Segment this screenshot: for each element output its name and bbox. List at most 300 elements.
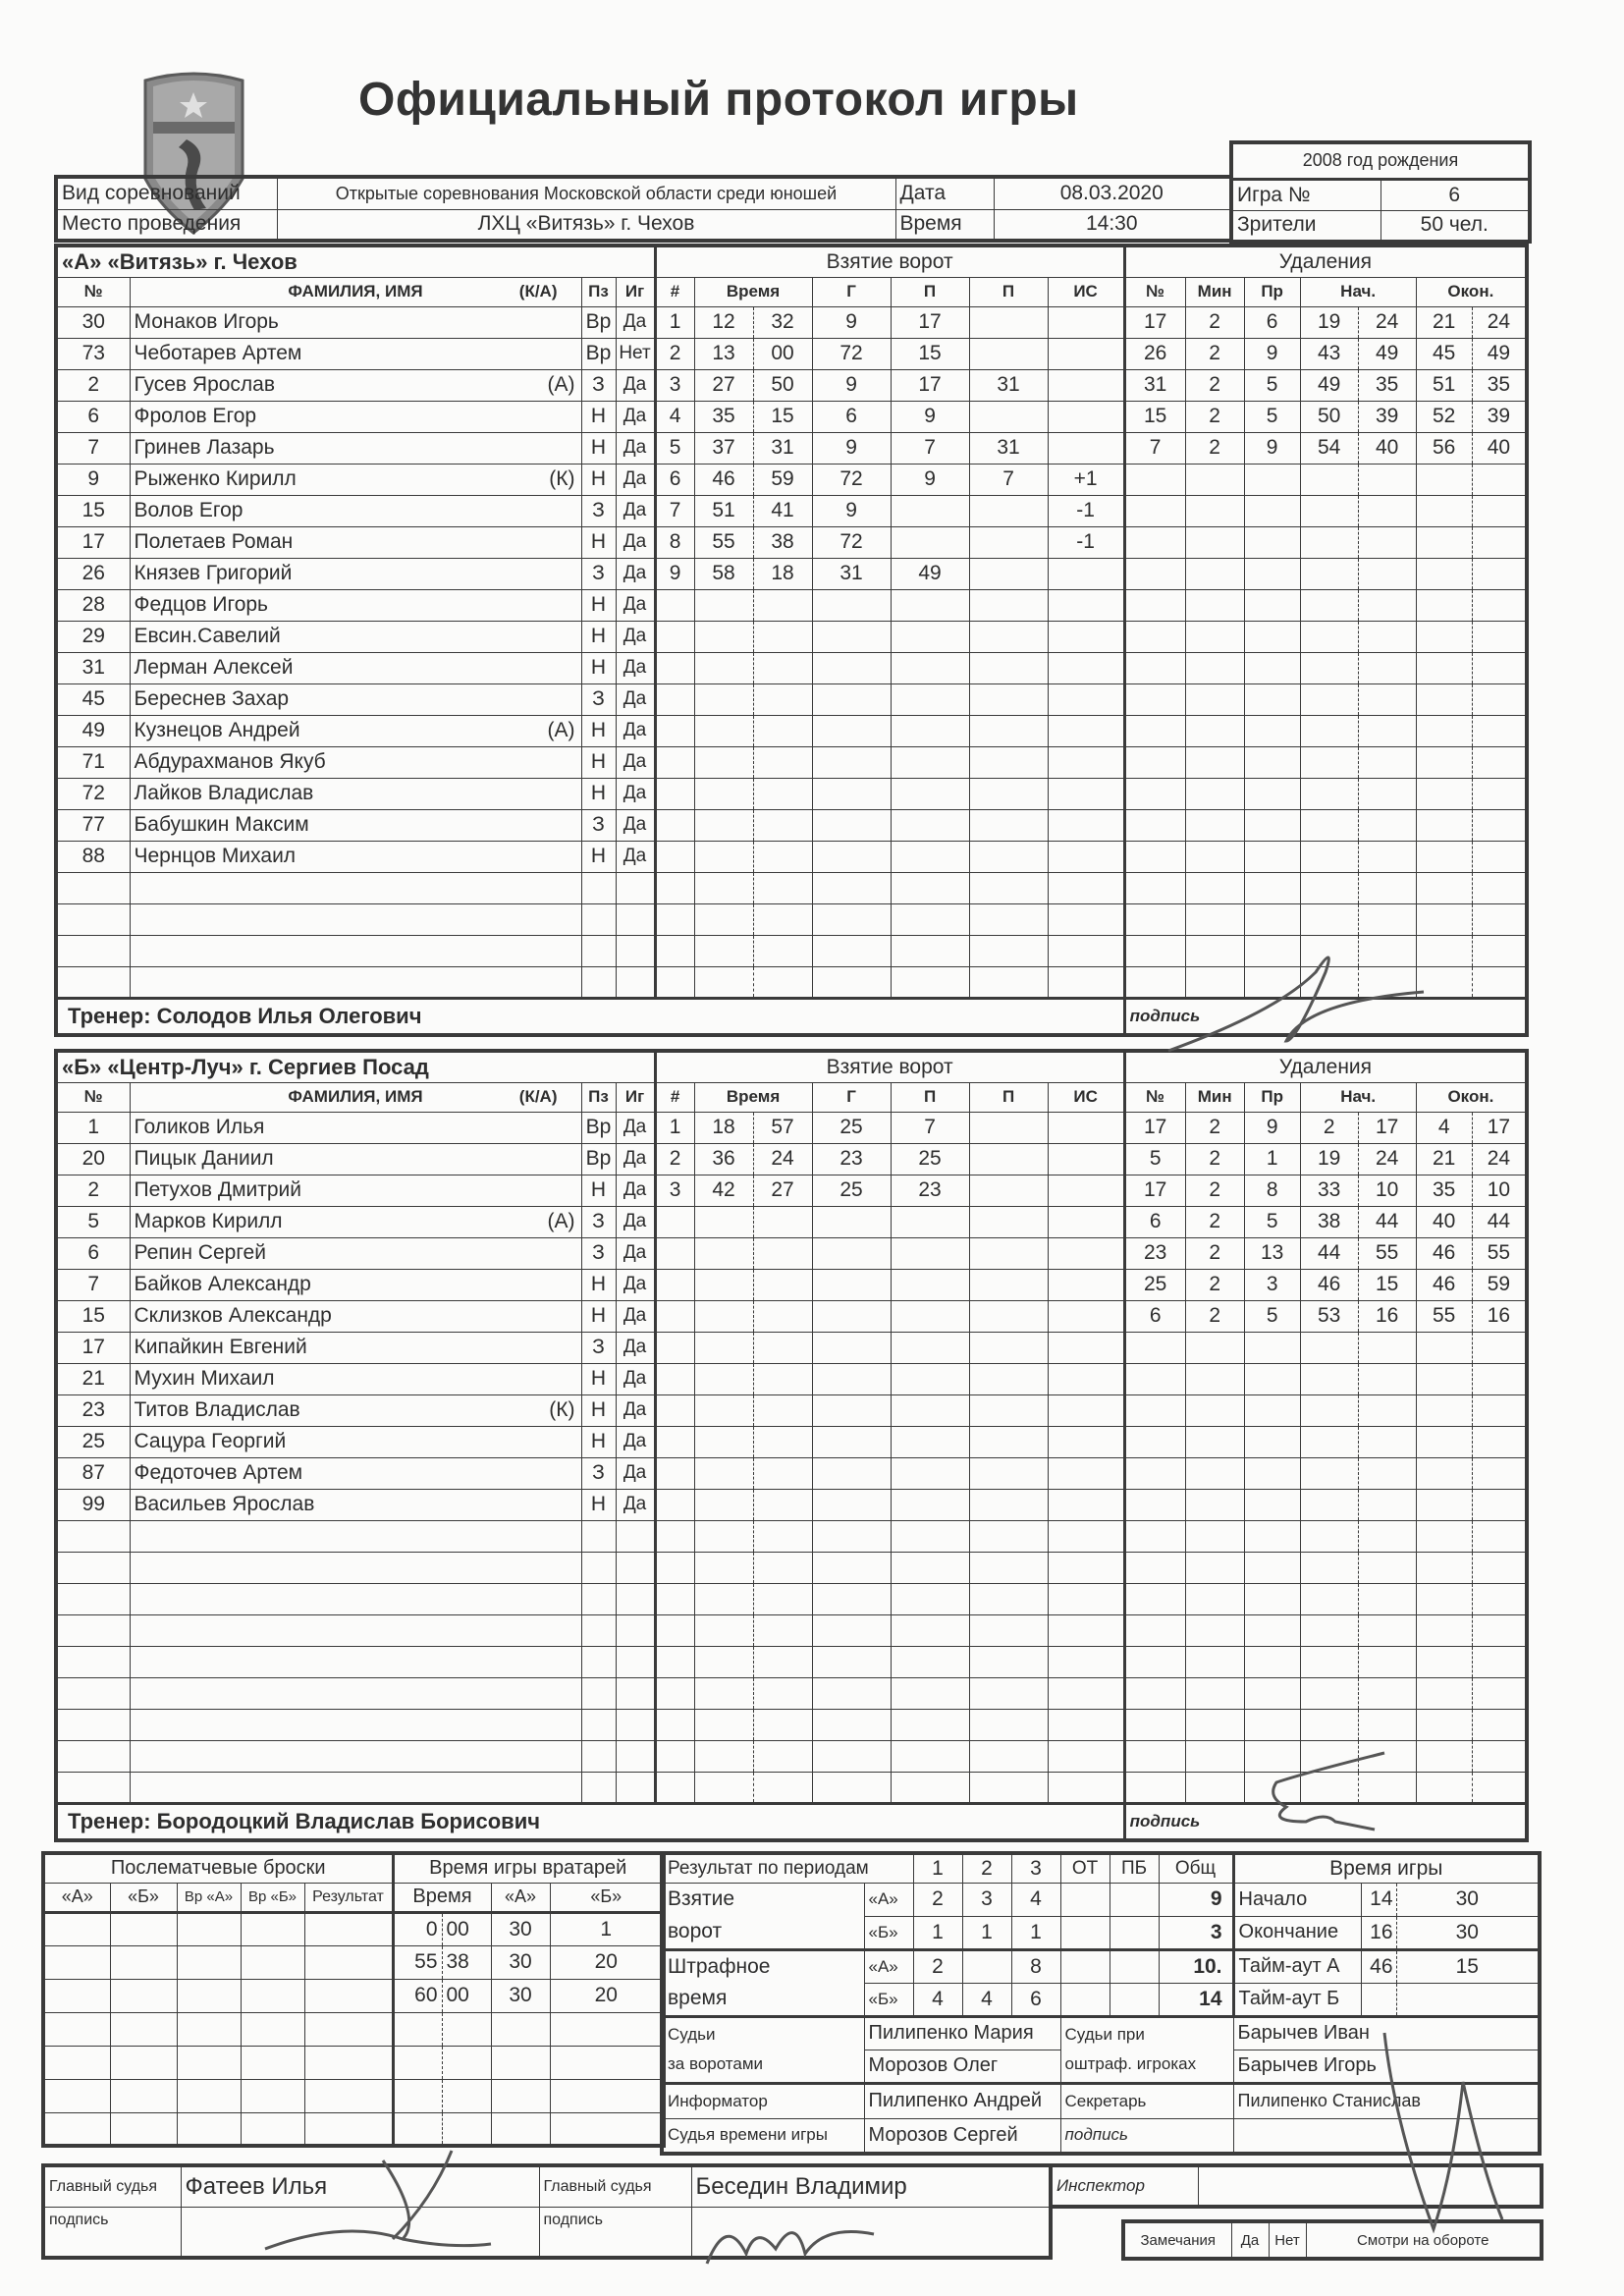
goal-assist-1 — [891, 1520, 969, 1552]
goal-situation — [1048, 1489, 1124, 1520]
shootout-result — [304, 2046, 393, 2079]
goal-minute — [694, 1489, 753, 1520]
goal-scorer: 9 — [812, 306, 891, 338]
goals-title: Взятие ворот — [655, 1051, 1124, 1082]
player-name: Васильев Ярослав — [130, 1489, 527, 1520]
goal-second — [753, 841, 812, 872]
shootout-a — [43, 1912, 110, 1945]
referee-signature-field-2[interactable] — [691, 2207, 1051, 2258]
goal-minute — [694, 1520, 753, 1552]
player-position: Н — [581, 526, 616, 558]
penalty-end-minute: 40 — [1416, 1206, 1472, 1237]
player-captain-mark — [527, 1300, 581, 1332]
period-row-label: Штрафное — [662, 1949, 864, 1983]
penalty-judge-a: Барычев Иван — [1233, 2016, 1540, 2050]
penalty-end-minute — [1416, 778, 1472, 809]
period-value: 6 — [1011, 1983, 1060, 2016]
goal-assist-1 — [891, 872, 969, 903]
goal-second — [753, 1237, 812, 1269]
player-number: 23 — [56, 1394, 130, 1426]
penalty-start-minute — [1300, 1677, 1358, 1709]
player-plays: Нет — [616, 338, 655, 369]
goalie-row — [43, 1912, 664, 1945]
player-name — [130, 1772, 527, 1803]
goal-assist-1 — [891, 1394, 969, 1426]
goal-number — [655, 746, 694, 778]
referee-signature-field-1[interactable] — [181, 2207, 539, 2258]
penalty-end-minute — [1416, 1394, 1472, 1426]
secretary-label: Секретарь — [1060, 2083, 1233, 2118]
shootout-col-result: Результат — [304, 1883, 393, 1912]
shootout-goalie-b — [241, 2112, 304, 2146]
player-captain-mark — [527, 338, 581, 369]
penalty-minutes — [1185, 464, 1244, 495]
goal-assist-1 — [891, 1457, 969, 1489]
player-plays: Да — [616, 1394, 655, 1426]
goal-situation — [1048, 715, 1124, 746]
goal-scorer — [812, 1772, 891, 1803]
table-row — [56, 935, 1527, 966]
penalty-start-second — [1358, 809, 1416, 841]
player-position: Н — [581, 1394, 616, 1426]
player-captain-mark — [527, 401, 581, 432]
penalty-end-minute — [1416, 1552, 1472, 1583]
goal-number — [655, 1583, 694, 1614]
penalty-end-second — [1472, 1709, 1527, 1740]
penalty-start-second — [1358, 464, 1416, 495]
player-number — [56, 872, 130, 903]
goal-scorer: 25 — [812, 1112, 891, 1143]
table-row — [56, 872, 1527, 903]
penalty-end-minute — [1416, 558, 1472, 589]
penalty-end-second — [1472, 464, 1527, 495]
goalie-time-second: 00 — [442, 1912, 491, 1945]
remarks-no[interactable]: Нет — [1269, 2221, 1306, 2259]
penalty-reason: 5 — [1244, 369, 1300, 401]
goal-minute: 35 — [694, 401, 753, 432]
shootout-a — [43, 2046, 110, 2079]
penalty-end-minute — [1416, 1520, 1472, 1552]
goal-assist-2 — [969, 1394, 1048, 1426]
goal-situation — [1048, 652, 1124, 683]
penalty-minutes — [1185, 872, 1244, 903]
penalty-reason — [1244, 1614, 1300, 1646]
venue-label: Место проведения — [56, 209, 277, 241]
goal-situation — [1048, 1709, 1124, 1740]
penalty-end-second — [1472, 746, 1527, 778]
remarks-yes[interactable]: Да — [1231, 2221, 1269, 2259]
player-position: Н — [581, 1300, 616, 1332]
table-row — [56, 1332, 1527, 1363]
penalty-minutes — [1185, 1394, 1244, 1426]
goal-situation — [1048, 1457, 1124, 1489]
officials-signature-field[interactable] — [1233, 2118, 1540, 2154]
goal-assist-2 — [969, 306, 1048, 338]
goal-second — [753, 1363, 812, 1394]
goal-minute — [694, 1363, 753, 1394]
period-row — [662, 1883, 1540, 1916]
penalty-end-second — [1472, 872, 1527, 903]
col-number: № — [56, 277, 130, 306]
penalty-player — [1124, 1457, 1185, 1489]
penalty-reason: 9 — [1244, 1112, 1300, 1143]
goal-scorer: 9 — [812, 495, 891, 526]
penalty-end-second: 40 — [1472, 432, 1527, 464]
player-number: 2 — [56, 1175, 130, 1206]
goal-minute: 51 — [694, 495, 753, 526]
shootout-result — [304, 1979, 393, 2012]
goal-assist-2 — [969, 872, 1048, 903]
goal-number — [655, 1300, 694, 1332]
team-a-section — [54, 244, 1525, 1037]
player-number: 29 — [56, 621, 130, 652]
goal-scorer — [812, 1520, 891, 1552]
player-name: Чеботарев Артем — [130, 338, 527, 369]
remarks-table — [1121, 2219, 1543, 2261]
goal-situation — [1048, 1237, 1124, 1269]
referees-table — [41, 2163, 1053, 2260]
table-row — [56, 1237, 1527, 1269]
inspector-field[interactable] — [1198, 2165, 1542, 2207]
penalty-minutes: 2 — [1185, 369, 1244, 401]
player-name: Голиков Илья — [130, 1112, 527, 1143]
penalty-minutes: 2 — [1185, 1237, 1244, 1269]
player-captain-mark — [527, 1520, 581, 1552]
player-name — [130, 1583, 527, 1614]
goal-assist-2 — [969, 401, 1048, 432]
goal-number: 7 — [655, 495, 694, 526]
goal-assist-2 — [969, 526, 1048, 558]
goal-assist-2 — [969, 935, 1048, 966]
col-goal-scorer: Г — [812, 277, 891, 306]
penalty-start-minute — [1300, 558, 1358, 589]
penalty-reason — [1244, 1583, 1300, 1614]
player-captain-mark — [527, 1583, 581, 1614]
goal-scorer — [812, 746, 891, 778]
penalty-reason: 6 — [1244, 306, 1300, 338]
player-captain-mark — [527, 495, 581, 526]
penalty-start-second — [1358, 778, 1416, 809]
penalty-start-minute — [1300, 1363, 1358, 1394]
penalty-reason — [1244, 1677, 1300, 1709]
penalty-minutes — [1185, 621, 1244, 652]
col-plays: Иг — [616, 277, 655, 306]
penalty-player: 6 — [1124, 1206, 1185, 1237]
period-row-team: «Б» — [864, 1916, 913, 1949]
goal-second — [753, 1614, 812, 1646]
penalty-player — [1124, 589, 1185, 621]
player-position: З — [581, 1457, 616, 1489]
penalty-start-second — [1358, 1332, 1416, 1363]
penalty-player — [1124, 1363, 1185, 1394]
goal-assist-2 — [969, 1237, 1048, 1269]
penalty-start-second — [1358, 935, 1416, 966]
penalty-start-minute — [1300, 872, 1358, 903]
player-captain-mark — [527, 903, 581, 935]
goal-situation — [1048, 1112, 1124, 1143]
col-penalty-start: Нач. — [1300, 277, 1416, 306]
game-time-second: 15 — [1396, 1949, 1540, 1983]
penalty-start-second — [1358, 903, 1416, 935]
penalty-minutes — [1185, 1614, 1244, 1646]
penalty-player: 6 — [1124, 1300, 1185, 1332]
player-plays: Да — [616, 1175, 655, 1206]
table-row — [56, 652, 1527, 683]
period-value: 2 — [913, 1883, 962, 1916]
player-plays — [616, 1740, 655, 1772]
table-row — [56, 1677, 1527, 1709]
goal-second: 31 — [753, 432, 812, 464]
goal-second — [753, 1552, 812, 1583]
game-number-label: Игра № — [1231, 179, 1380, 210]
player-position — [581, 1614, 616, 1646]
penalty-end-minute: 21 — [1416, 1143, 1472, 1175]
game-time-minute — [1361, 1983, 1396, 2016]
player-name: Пицык Даниил — [130, 1143, 527, 1175]
penalty-end-second — [1472, 715, 1527, 746]
table-row — [56, 903, 1527, 935]
goal-assist-1 — [891, 589, 969, 621]
goal-number — [655, 1394, 694, 1426]
player-captain-mark — [527, 966, 581, 998]
player-position: Н — [581, 1363, 616, 1394]
penalty-reason — [1244, 1709, 1300, 1740]
goal-assist-2 — [969, 683, 1048, 715]
penalty-start-second: 55 — [1358, 1237, 1416, 1269]
penalty-start-minute — [1300, 841, 1358, 872]
player-position — [581, 1740, 616, 1772]
player-captain-mark — [527, 1489, 581, 1520]
goal-scorer — [812, 903, 891, 935]
referee-signature-label-2: подпись — [539, 2207, 691, 2258]
player-name — [130, 872, 527, 903]
penalty-start-minute — [1300, 778, 1358, 809]
player-plays: Да — [616, 558, 655, 589]
player-plays: Да — [616, 1269, 655, 1300]
goal-assist-2 — [969, 1614, 1048, 1646]
player-plays — [616, 872, 655, 903]
player-name: Склизков Александр — [130, 1300, 527, 1332]
goal-assist-2 — [969, 495, 1048, 526]
penalty-minutes — [1185, 1552, 1244, 1583]
goal-scorer — [812, 1237, 891, 1269]
goal-assist-2: 31 — [969, 432, 1048, 464]
goal-assist-2 — [969, 715, 1048, 746]
player-plays: Да — [616, 683, 655, 715]
goalie-a — [491, 2012, 550, 2046]
goal-situation — [1048, 1394, 1124, 1426]
penalty-minutes: 2 — [1185, 401, 1244, 432]
goalie-a: 30 — [491, 1979, 550, 2012]
penalty-player — [1124, 683, 1185, 715]
remarks-label: Замечания — [1123, 2221, 1231, 2259]
player-position: Н — [581, 464, 616, 495]
penalty-reason: 5 — [1244, 401, 1300, 432]
penalty-end-second — [1472, 935, 1527, 966]
period-row-team: «А» — [864, 1949, 913, 1983]
penalty-end-minute: 45 — [1416, 338, 1472, 369]
shootout-goalie-a — [177, 1945, 241, 1979]
goal-second — [753, 1646, 812, 1677]
player-name: Федоточев Артем — [130, 1457, 527, 1489]
player-name: Фролов Егор — [130, 401, 527, 432]
venue-value: ЛХЦ «Витязь» г. Чехов — [277, 209, 895, 241]
player-plays — [616, 1552, 655, 1583]
goal-second — [753, 903, 812, 935]
penalty-minutes — [1185, 1677, 1244, 1709]
goal-judges-label-1: Судьи — [668, 2025, 716, 2044]
penalty-start-second — [1358, 1394, 1416, 1426]
period-value: 14 — [1159, 1983, 1233, 2016]
player-position — [581, 1677, 616, 1709]
col-goal-number: # — [655, 277, 694, 306]
goal-second: 27 — [753, 1175, 812, 1206]
penalty-start-second: 49 — [1358, 338, 1416, 369]
goal-assist-2 — [969, 1332, 1048, 1363]
goal-second: 32 — [753, 306, 812, 338]
player-plays — [616, 935, 655, 966]
penalty-reason: 9 — [1244, 338, 1300, 369]
penalty-player — [1124, 1520, 1185, 1552]
table-row — [56, 1772, 1527, 1803]
goal-second — [753, 1457, 812, 1489]
goal-second — [753, 966, 812, 998]
informer-name: Пилипенко Андрей — [864, 2083, 1060, 2118]
goal-second — [753, 683, 812, 715]
penalty-minutes — [1185, 903, 1244, 935]
shootout-goalie-a — [177, 2112, 241, 2146]
player-position: З — [581, 369, 616, 401]
player-name: Евсин.Савелий — [130, 621, 527, 652]
table-row — [56, 1300, 1527, 1332]
col-position: Пз — [581, 277, 616, 306]
goal-assist-1 — [891, 1363, 969, 1394]
goal-scorer: 25 — [812, 1175, 891, 1206]
goal-scorer — [812, 1269, 891, 1300]
player-name — [130, 1520, 527, 1552]
goal-minute — [694, 841, 753, 872]
penalty-end-minute — [1416, 526, 1472, 558]
penalty-end-minute — [1416, 1332, 1472, 1363]
goal-number: 2 — [655, 338, 694, 369]
player-captain-mark — [527, 1677, 581, 1709]
penalty-minutes — [1185, 809, 1244, 841]
goal-situation — [1048, 621, 1124, 652]
goal-assist-1 — [891, 935, 969, 966]
goal-scorer — [812, 683, 891, 715]
team-signature-label[interactable]: подпись — [1124, 998, 1527, 1035]
table-row — [56, 683, 1527, 715]
goal-scorer — [812, 841, 891, 872]
goalie-col-time: Время — [393, 1883, 491, 1912]
main-referee-label-1: Главный судья — [43, 2165, 181, 2207]
goal-assist-2: 31 — [969, 369, 1048, 401]
goal-judges-label — [662, 2016, 864, 2083]
goal-assist-1 — [891, 1332, 969, 1363]
table-row — [56, 432, 1527, 464]
goal-number — [655, 1772, 694, 1803]
penalty-start-second — [1358, 715, 1416, 746]
goal-assist-2 — [969, 621, 1048, 652]
shootout-b — [110, 2112, 177, 2146]
player-name: Монаков Игорь — [130, 306, 527, 338]
penalty-minutes — [1185, 1709, 1244, 1740]
period-value: 8 — [1011, 1949, 1060, 1983]
penalty-start-second — [1358, 966, 1416, 998]
player-number: 7 — [56, 432, 130, 464]
team-signature-label[interactable]: подпись — [1124, 1803, 1527, 1840]
goal-scorer — [812, 1740, 891, 1772]
goal-situation — [1048, 683, 1124, 715]
penalty-minutes — [1185, 1426, 1244, 1457]
player-position: Н — [581, 1489, 616, 1520]
penalty-start-minute — [1300, 1709, 1358, 1740]
player-position — [581, 1772, 616, 1803]
penalty-reason — [1244, 966, 1300, 998]
shootout-goalie-a — [177, 1979, 241, 2012]
goal-minute — [694, 746, 753, 778]
player-number — [56, 1552, 130, 1583]
spectators-label: Зрители — [1231, 210, 1380, 242]
penalty-reason — [1244, 809, 1300, 841]
col-position: Пз — [581, 1082, 616, 1112]
goal-assist-1 — [891, 841, 969, 872]
player-name: Титов Владислав — [130, 1394, 527, 1426]
goal-assist-2 — [969, 589, 1048, 621]
secretary-name: Пилипенко Станислав — [1233, 2083, 1540, 2118]
player-name: Петухов Дмитрий — [130, 1175, 527, 1206]
player-number: 26 — [56, 558, 130, 589]
penalty-end-second: 24 — [1472, 1143, 1527, 1175]
penalty-player — [1124, 1552, 1185, 1583]
player-plays: Да — [616, 1426, 655, 1457]
goal-minute — [694, 589, 753, 621]
penalty-minutes: 2 — [1185, 1175, 1244, 1206]
shootout-col-goalie-a: Вр «А» — [177, 1883, 241, 1912]
goal-number: 5 — [655, 432, 694, 464]
goal-second — [753, 1489, 812, 1520]
penalty-player: 17 — [1124, 1112, 1185, 1143]
goal-assist-2 — [969, 1740, 1048, 1772]
penalty-reason — [1244, 1520, 1300, 1552]
goal-assist-1: 23 — [891, 1175, 969, 1206]
goal-assist-2 — [969, 1772, 1048, 1803]
goal-second: 15 — [753, 401, 812, 432]
shootout-goalie-table — [41, 1851, 666, 2148]
penalty-start-second — [1358, 872, 1416, 903]
goalie-row — [43, 1979, 664, 2012]
penalty-start-minute: 54 — [1300, 432, 1358, 464]
goal-assist-1 — [891, 1677, 969, 1709]
player-number: 17 — [56, 526, 130, 558]
period-row-label: время — [662, 1983, 864, 2016]
timekeeper-label: Судья времени игры — [662, 2118, 864, 2154]
penalty-start-second: 15 — [1358, 1269, 1416, 1300]
player-position: Н — [581, 778, 616, 809]
player-number: 15 — [56, 1300, 130, 1332]
goalie-b: 1 — [550, 1912, 664, 1945]
penalty-start-second: 35 — [1358, 369, 1416, 401]
goal-second — [753, 872, 812, 903]
penalty-start-minute — [1300, 652, 1358, 683]
goal-situation — [1048, 1300, 1124, 1332]
goal-second — [753, 1332, 812, 1363]
goalie-a — [491, 2079, 550, 2112]
player-position: Вр — [581, 1112, 616, 1143]
shootout-a — [43, 2112, 110, 2146]
goal-assist-1: 17 — [891, 369, 969, 401]
penalty-reason — [1244, 558, 1300, 589]
